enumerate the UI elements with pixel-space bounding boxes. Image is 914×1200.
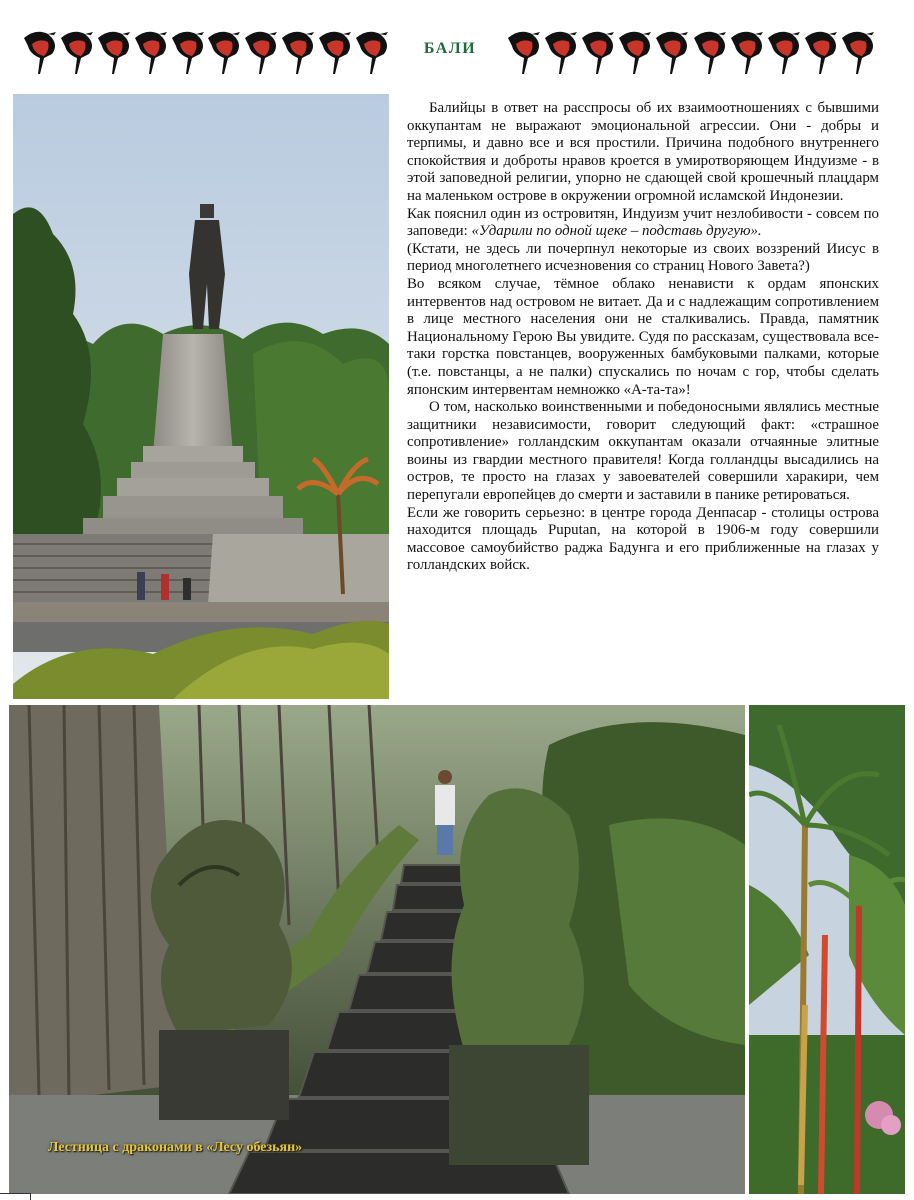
bird-icon [729,24,769,78]
red-palm-graphic [749,705,905,1194]
bird-icon [840,24,880,78]
bird-icon [59,24,99,78]
bird-icon [803,24,843,78]
article-body [407,100,879,575]
bird-icon [654,24,694,78]
paragraph-6: Если же говорить серьезно: в центре города Денпасар - столицы острова находится площадь Puputan, на которой в 1906-м году совершили массовое самоубийство раджа Бадунга и его приближенные на глазах у голландских войск. [407,504,879,574]
bird-icon [354,24,394,78]
paragraph-4: Во всяком случае, тёмное облако ненависти к ордам японских интервентов над островом не витает. Да и с надлежащим сопротивлением в лице местного населения они не сталкивались. Правда, памятник Национальному Герою Вы увидите. Судя по рассказам, существовала все-таки горстка повстанцев, вооруженных бамбуковыми палками, которые (т.е. повстанцы, а не палки) спускались по ночам с гор, чтобы сделать японским интервентам немножко «А-та-та»! [407,275,879,398]
red-palm-photo [749,705,905,1194]
bird-icon [133,24,173,78]
bird-row-right [506,24,880,78]
bird-icon [22,24,62,78]
bird-icon [580,24,620,78]
monument-photo-graphic [13,94,389,699]
bird-icon [280,24,320,78]
paragraph-2-quote: «Ударили по одной щеке – подставь другую». [471,223,762,240]
monument-photo [13,94,389,699]
bird-row-left [22,24,394,78]
paragraph-2 [407,206,879,241]
bird-icon [617,24,657,78]
bird-icon [170,24,210,78]
bird-icon [206,24,246,78]
bird-icon [543,24,583,78]
bird-icon [506,24,546,78]
bird-icon [766,24,806,78]
paragraph-1: Балийцы в ответ на расспросы об их взаимоотношениях с бывшими оккупантам не выражают эмоциональной агрессии. Они - добры и терпимы, и давно все и вся простили. Причина подобного внутреннего спокойствия и доброты нравов кроется в умиротворяющем Индуизме - в этой заповедной религии, упорно не сдающей свой крошечный плацдарм на маленьком острове в окружении огромной исламской Индонезии. [407,100,879,204]
paragraph-3: (Кстати, не здесь ли почерпнул некоторые из своих воззрений Иисус в период многолетнего исчезновения со страниц Нового Завета?) [407,240,879,275]
dragon-stairs-graphic [9,705,745,1194]
bird-icon [243,24,283,78]
section-title: БАЛИ [423,40,477,57]
paragraph-2-text: Как пояснил один из островитян, Индуизм учит незлобивости - совсем по заповеди: [407,205,879,240]
paragraph-5: О том, насколько воинственными и победоносными являлись местные защитники независимости, говорит следующий факт: «страшное сопротивление» голландским оккупантам оказали отчаянные элитные воины из гвардии местного правителя! Когда голландцы высадились на остров, те просто на глазах у завоевателей совершили харакири, чем перепугали европейцев до смерти и заставили в панике ретироваться. [407,399,879,504]
bird-icon [692,24,732,78]
bird-icon [96,24,136,78]
dragon-stairs-caption: Лестница с драконами в «Лесу обезьян» [48,1140,303,1155]
dragon-stairs-photo [9,705,745,1194]
page-corner-mark [0,1193,31,1200]
bird-icon [317,24,357,78]
